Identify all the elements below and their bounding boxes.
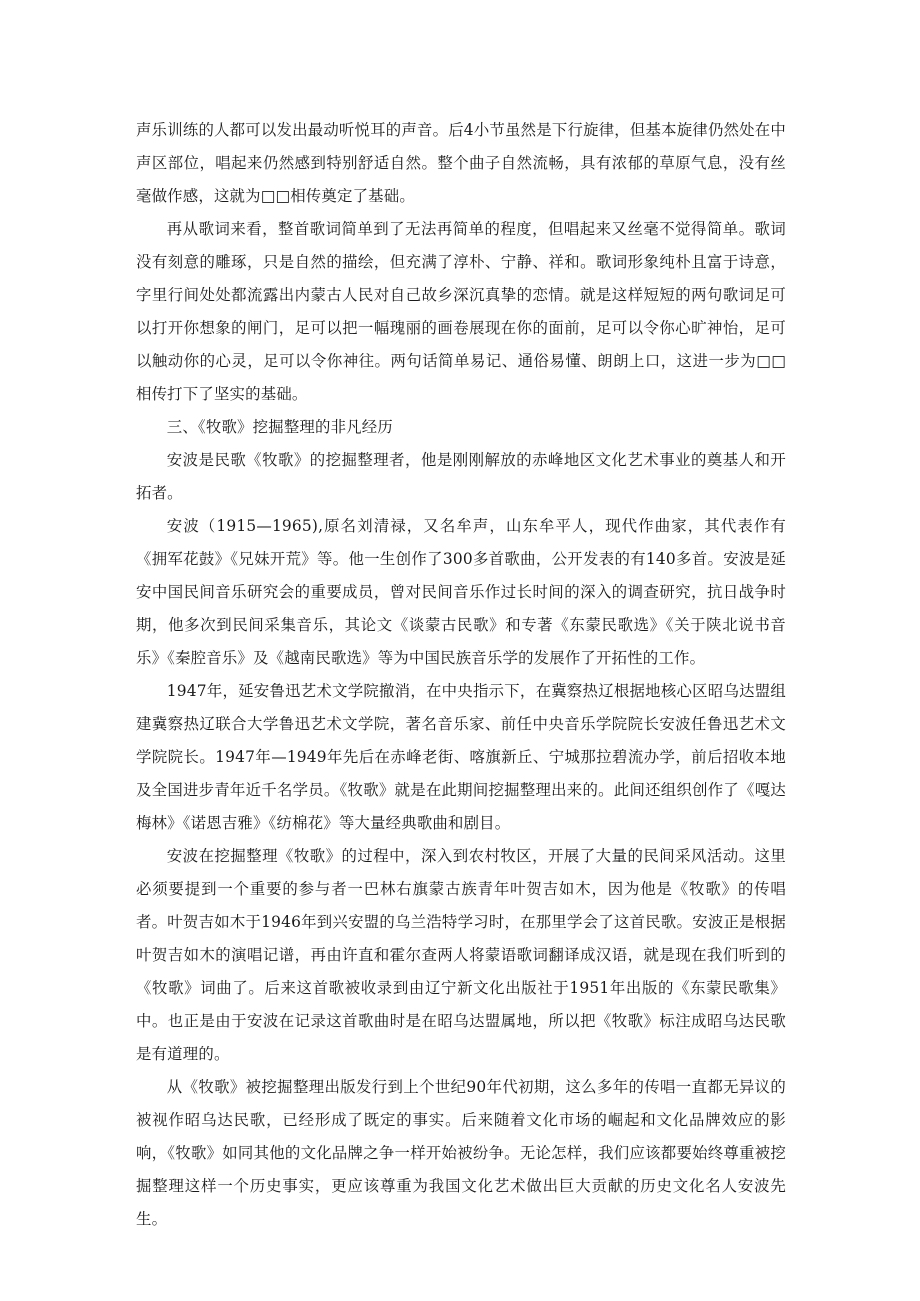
paragraph-6: 1947年，延安鲁迅艺术文学院撤消，在中央指示下，在冀察热辽根据地核心区昭乌达盟组建冀察热辽联合大学鲁迅艺术文学院，著名音乐家、前任中央音乐学院院长安波任鲁迅艺术文学院院长。1947年—1949年先后在赤峰老街、喀旗新丘、宁城那拉碧流办学，前后招收本地及全国进步青年近千名学员。《牧歌》就是在此期间挖掘整理出来的。此间还组织创作了《嘎达梅林》《诺恩吉雅》《纺棉花》等大量经典歌曲和剧目。: [136, 682, 786, 832]
paragraph-7: 安波在挖掘整理《牧歌》的过程中，深入到农村牧区，开展了大量的民间采风活动。这里必须要提到一个重要的参与者一巴林右旗蒙古族青年叶贺吉如木，因为他是《牧歌》的传唱者。叶贺吉如木于1946年到兴安盟的乌兰浩特学习时，在那里学会了这首民歌。安波正是根据叶贺吉如木的演唱记谱，再由许直和霍尔查两人将蒙语歌词翻译成汉语，就是现在我们听到的《牧歌》词曲了。后来这首歌被收录到由辽宁新文化出版社于1951年出版的《东蒙民歌集》中。也正是由于安波在记录这首歌曲时是在昭乌达盟属地，所以把《牧歌》标注成昭乌达民歌是有道理的。: [136, 847, 786, 1063]
paragraph-2: 再从歌词来看，整首歌词简单到了无法再简单的程度，但唱起来又丝毫不觉得简单。歌词没有刻意的雕琢，只是自然的描绘，但充满了淳朴、宁静、祥和。歌词形象纯朴且富于诗意，字里行间处处都流露出内蒙古人民对自己故乡深沉真挚的恋情。就是这样短短的两句歌词足可以打开你想象的闸门，足可以把一幅瑰丽的画卷展现在你的面前，足可以令你心旷神怡，足可以触动你的心灵，足可以令你神往。两句话简单易记、通俗易懂、朗朗上口，这进一步为□□相传打下了坚实的基础。: [136, 220, 786, 403]
section-heading-3: 三、《牧歌》挖掘整理的非凡经历: [166, 418, 393, 436]
paragraph-4: 安波是民歌《牧歌》的挖掘整理者，他是刚刚解放的赤峰地区文化艺术事业的奠基人和开拓者。: [136, 451, 786, 502]
document-page: [136, 114, 786, 1236]
paragraph-8: 从《牧歌》被挖掘整理出版发行到上个世纪90年代初期，这么多年的传唱一直都无异议的被视作昭乌达民歌，已经形成了既定的事实。后来随着文化市场的崛起和文化品牌效应的影响，《牧歌》如同其他的文化品牌之争一样开始被纷争。无论怎样，我们应该都要始终尊重被挖掘整理这样一个历史事实，更应该尊重为我国文化艺术做出巨大贡献的历史文化名人安波先生。: [136, 1078, 786, 1228]
paragraph-1: 声乐训练的人都可以发出最动听悦耳的声音。后4小节虽然是下行旋律，但基本旋律仍然处在中声区部位，唱起来仍然感到特别舒适自然。整个曲子自然流畅，具有浓郁的草原气息，没有丝毫做作感，这就为□□相传奠定了基础。: [136, 121, 786, 205]
paragraph-5: 安波（1915—1965),原名刘清禄，又名牟声，山东牟平人，现代作曲家，其代表作有《拥军花鼓》《兄妹开荒》等。他一生创作了300多首歌曲，公开发表的有140多首。安波是延安中国民间音乐研究会的重要成员，曾对民间音乐作过长时间的深入的调查研究，抗日战争时期，他多次到民间采集音乐，其论文《谈蒙古民歌》和专著《东蒙民歌选》《关于陕北说书音乐》《秦腔音乐》及《越南民歌选》等为中国民族音乐学的发展作了开拓性的工作。: [136, 517, 786, 667]
